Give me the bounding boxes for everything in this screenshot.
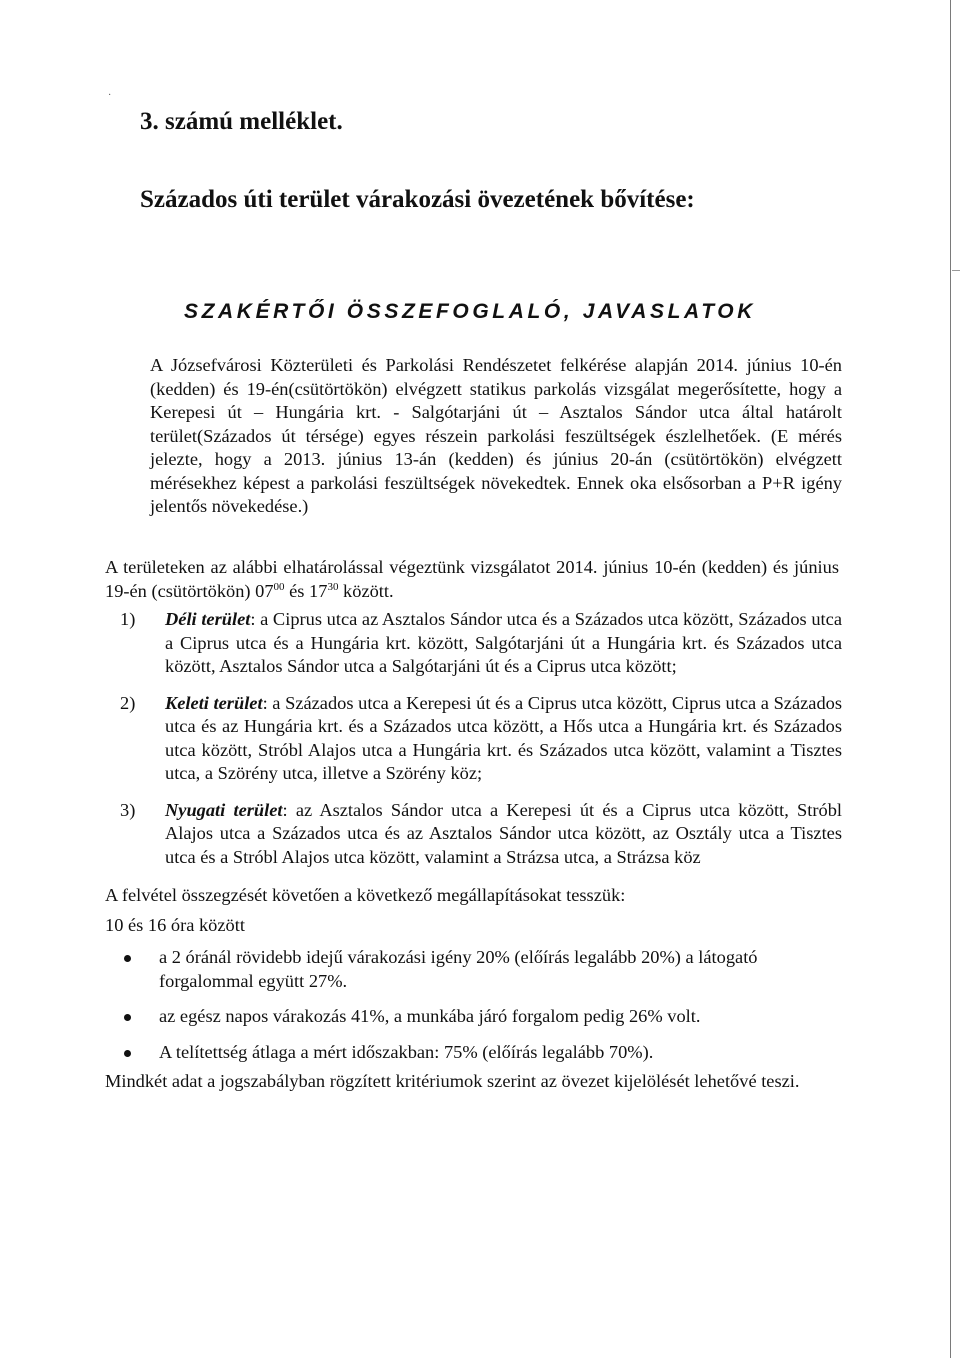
area-item-east — [120, 692, 842, 786]
page-title: Százados úti terület várakozási övezetének bővítése: — [140, 186, 695, 213]
area-name: Nyugati terület — [165, 799, 283, 820]
summary-intro: A felvétel összegzését követően a következő megállapításokat tesszük: — [105, 885, 626, 905]
area-item-south — [120, 608, 842, 679]
scan-edge-mark — [952, 270, 960, 271]
findings-list — [122, 946, 842, 1076]
finding-text: az egész napos várakozás 41%, a munkába járó forgalom pedig 26% volt. — [159, 1006, 701, 1026]
finding-item — [122, 1041, 842, 1065]
area-name: Keleti terület — [165, 692, 263, 713]
area-name: Déli terület — [165, 609, 251, 629]
area-item-west — [120, 799, 842, 870]
area-number: 1) — [120, 609, 136, 629]
area-description: : a Ciprus utca az Asztalos Sándor utca és a Százados utca között, Százados utca a Ciprus utca és a Hungária krt. között, Salgótarjáni út a Hungária krt. és Százados utca között, Asztalos Sándor utca a Salgótarjáni út és a Ciprus utca között; — [165, 609, 842, 676]
time-range: 10 és 16 óra között — [105, 915, 245, 935]
scan-speck: · — [108, 90, 112, 101]
area-number: 3) — [120, 799, 136, 820]
scope-middle: és 17 — [284, 580, 328, 601]
scope-paragraph — [105, 556, 839, 603]
area-number: 2) — [120, 692, 136, 713]
annex-label: 3. számú melléklet. — [140, 108, 343, 135]
scope-end-minutes: 30 — [327, 580, 339, 593]
scope-start-minutes: 00 — [273, 580, 285, 593]
bullet-icon — [124, 1014, 131, 1021]
finding-item — [122, 946, 842, 993]
section-heading: SZAKÉRTŐI ÖSSZEFOGLALÓ, JAVASLATOK — [184, 300, 756, 323]
scope-end: között. — [338, 580, 394, 601]
scan-edge-line — [950, 0, 951, 1358]
bullet-icon — [124, 955, 131, 962]
area-description: : az Asztalos Sándor utca a Kerepesi út és a Ciprus utca között, Stróbl Alajos utca a Százados utca és az Asztalos Sándor utca között, az Osztály utca a Tisztes utca és a Stróbl Alajos utca között, valamint a Strázsa utca, a Strázsa köz — [165, 799, 842, 867]
intro-paragraph: A Józsefvárosi Közterületi és Parkolási Rendészetet felkérése alapján 2014. június 10-én (kedden) és 19-én(csütörtökön) elvégzett statikus parkolás vizsgálat megerősítette, hogy a Kerepesi út – Hungária krt. - Salgótarjáni út – Asztalos Sándor utca által határolt terület(Százados út térsége) egyes részein parkolási feszültségek észlelhetőek. (E mérés jelezte, hogy a 2013. június 13-án (kedden) és június 20-án (csütörtökön) elvégzett mérésekhez képest a parkolási feszültségek növekedtek. Ennek oka elsősorban a P+R igény jelentős növekedése.) — [150, 355, 842, 516]
area-list — [120, 608, 842, 882]
bullet-icon — [124, 1050, 131, 1057]
finding-text: a 2 óránál rövidebb idejű várakozási igény 20% (előírás legalább 20%) a látogató forgalommal együtt 27%. — [159, 947, 758, 991]
finding-item — [122, 1005, 842, 1029]
conclusion: Mindkét adat a jogszabályban rögzített kritériumok szerint az övezet kijelölését lehetővé teszi. — [105, 1071, 800, 1091]
finding-text: A telítettség átlaga a mért időszakban: 75% (előírás legalább 70%). — [159, 1041, 654, 1062]
scope-text: A területeken az alábbi elhatárolással végeztünk vizsgálatot 2014. június 10-én (kedden) és június 19-én (csütörtökön) 07 — [105, 557, 839, 601]
area-description: : a Százados utca a Kerepesi út és a Ciprus utca között, Ciprus utca a Százados utca és az Hungária krt. és a Százados utca között, a Hős utca a Hungária krt. és Százados utca között, Stróbl Alajos utca a Hungária krt. és Százados utca között, valamint a Tisztes utca, a Szörény utca, illetve a Szörény köz; — [165, 692, 842, 783]
